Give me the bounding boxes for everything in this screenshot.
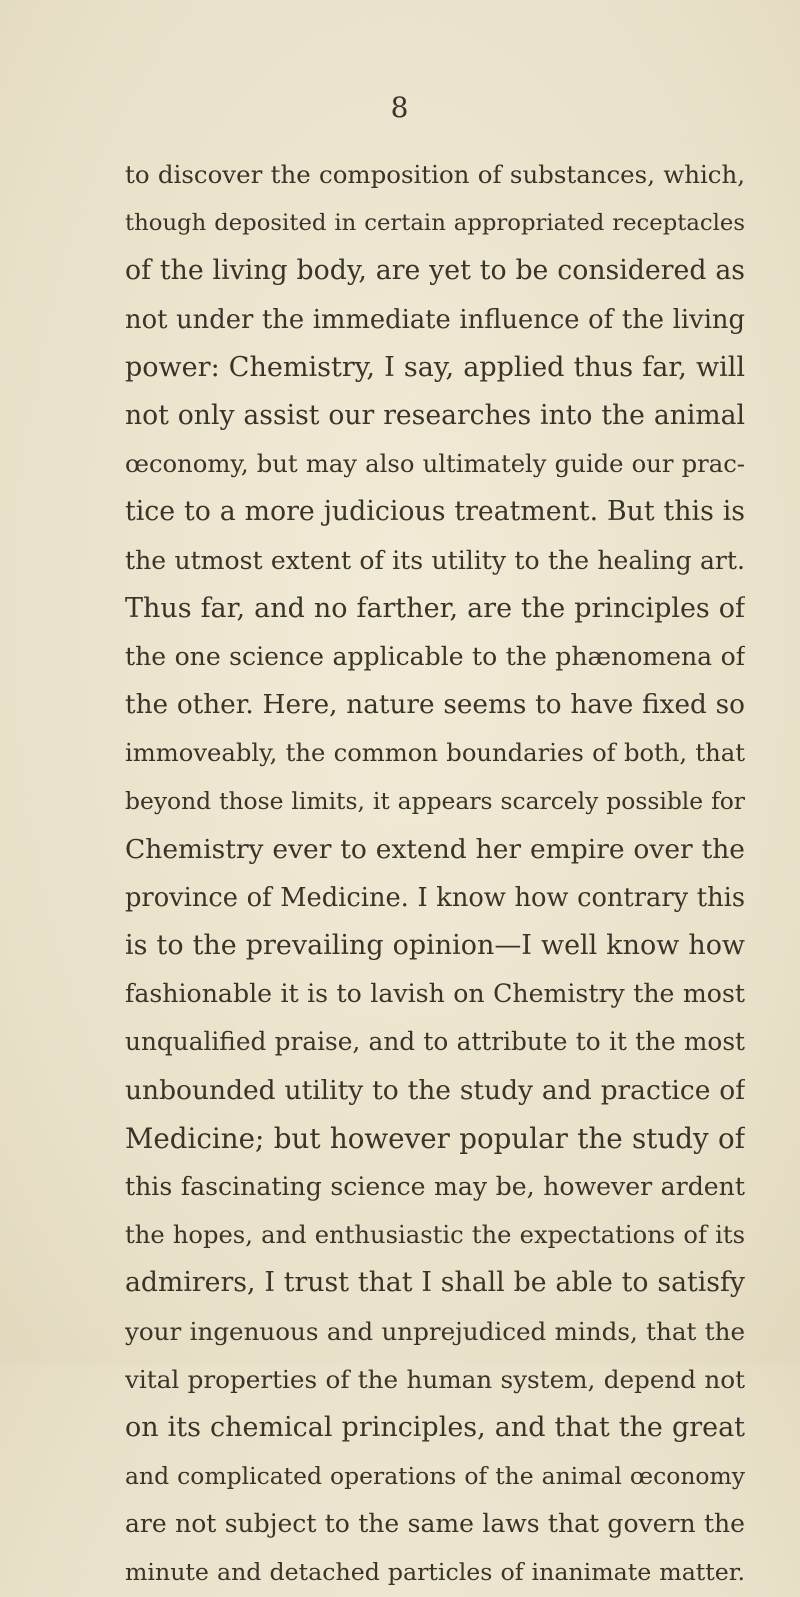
text-line: Thus far, and no farther, are the principles of	[125, 592, 745, 624]
text-line: are not subject to the same laws that govern the	[125, 1509, 745, 1539]
text-line: on its chemical principles, and that the great	[125, 1411, 745, 1443]
text-line: Chemistry ever to extend her empire over the	[125, 833, 745, 865]
text-line: unbounded utility to the study and practice of	[125, 1074, 745, 1106]
text-line: the one science applicable to the phænomena of	[125, 641, 745, 671]
text-line: of the living body, are yet to be considered as	[125, 255, 745, 287]
text-line: province of Medicine. I know how contrary this	[125, 882, 745, 913]
text-line: not under the immediate influence of the living	[125, 304, 745, 335]
text-line: power: Chemistry, I say, applied thus far, will	[125, 351, 745, 383]
text-line: tice to a more judicious treatment. But this is	[125, 496, 745, 528]
body-text	[125, 151, 745, 1597]
text-line: œconomy, but may also ultimately guide our prac-	[125, 449, 745, 479]
text-line: beyond those limits, it appears scarcely possible for	[125, 787, 745, 816]
text-line: unqualified praise, and to attribute to it the most	[125, 1027, 745, 1057]
text-line: fashionable it is to lavish on Chemistry the most	[125, 979, 745, 1009]
text-line: and complicated operations of the animal œconomy	[125, 1462, 745, 1491]
text-line: immoveably, the common boundaries of both, that	[125, 738, 745, 768]
text-line: your ingenuous and unprejudiced minds, that the	[125, 1316, 745, 1346]
text-line: though deposited in certain appropriated receptacles	[125, 210, 745, 237]
text-line: the utmost extent of its utility to the healing art.	[125, 545, 745, 575]
text-line: the hopes, and enthusiastic the expectations of its	[125, 1221, 745, 1250]
text-line: minute and detached particles of inanimate matter.	[125, 1558, 745, 1587]
page-number: 8	[390, 91, 410, 124]
text-line: to discover the composition of substances, which,	[125, 160, 745, 189]
text-line: not only assist our researches into the animal	[125, 399, 745, 431]
text-line: Medicine; but however popular the study of	[125, 1121, 745, 1155]
text-line: this fascinating science may be, however ardent	[125, 1171, 745, 1201]
text-line: the other. Here, nature seems to have fixed so	[125, 690, 745, 721]
text-line: is to the prevailing opinion—I well know how	[125, 930, 745, 961]
text-line: vital properties of the human system, depend not	[125, 1364, 745, 1394]
text-line: admirers, I trust that I shall be able to satisfy	[125, 1267, 745, 1299]
